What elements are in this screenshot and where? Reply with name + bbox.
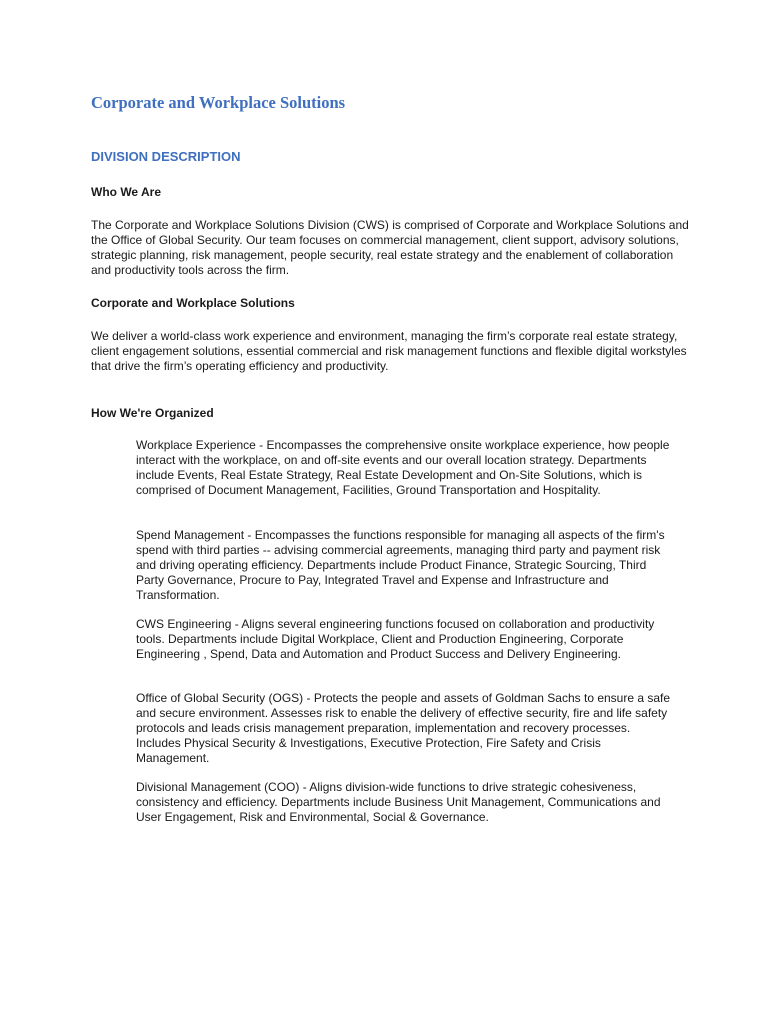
who-we-are-paragraph: The Corporate and Workplace Solutions Division (CWS) is comprised of Corporate and Workplace Solutions and the Office of Global Security. Our team focuses on commercial management, client support, advisory solutions, strategic planning, risk management, people security, real estate strategy and the enablement of collaboration and productivity tools across the firm. xyxy=(91,218,689,277)
org-item-spend-management: Spend Management - Encompasses the functions responsible for managing all aspects of the firm's spend with third parties -- advising commercial agreements, managing third party and payment risk and driving operating efficiency. Departments include Product Finance, Strategic Sourcing, Third Party Governance, Procure to Pay, Integrated Travel and Expense and Infrastructure and Transformation. xyxy=(136,528,665,602)
org-item-office-of-global-security: Office of Global Security (OGS) - Protects the people and assets of Goldman Sachs to ensure a safe and secure environment. Assesses risk to enable the delivery of effective security, fire and life safety protocols and leads crisis management preparation, implementation and recovery processes. Includes Physical Security & Investigations, Executive Protection, Fire Safety and Crisis Management. xyxy=(136,691,671,765)
org-item-cws-engineering: CWS Engineering - Aligns several engineering functions focused on collaboration and productivity tools. Departments include Digital Workplace, Client and Production Engineering, Corporate Engineering , Spend, Data and Automation and Product Success and Delivery Engineering. xyxy=(136,617,655,661)
division-description-heading: DIVISION DESCRIPTION xyxy=(91,149,241,164)
org-item-workplace-experience: Workplace Experience - Encompasses the comprehensive onsite workplace experience, how people interact with the workplace, on and off-site events and our overall location strategy. Departments include Events, Real Estate Strategy, Real Estate Development and On-Site Solutions, which is comprised of Document Management, Facilities, Ground Transportation and Hospitality. xyxy=(136,438,670,497)
how-we-are-organized-heading: How We're Organized xyxy=(91,406,214,420)
cws-paragraph: We deliver a world-class work experience and environment, managing the firm’s corporate real estate strategy, client engagement solutions, essential commercial and risk management functions and flexible digital workstyles that drive the firm’s operating efficiency and productivity. xyxy=(91,329,687,373)
org-item-divisional-management: Divisional Management (COO) - Aligns division-wide functions to drive strategic cohesiveness, consistency and efficiency. Departments include Business Unit Management, Communications and User Engagement, Risk and Environmental, Social & Governance. xyxy=(136,780,661,824)
who-we-are-heading: Who We Are xyxy=(91,185,162,199)
cws-heading: Corporate and Workplace Solutions xyxy=(91,296,295,310)
document-title: Corporate and Workplace Solutions xyxy=(91,93,346,112)
